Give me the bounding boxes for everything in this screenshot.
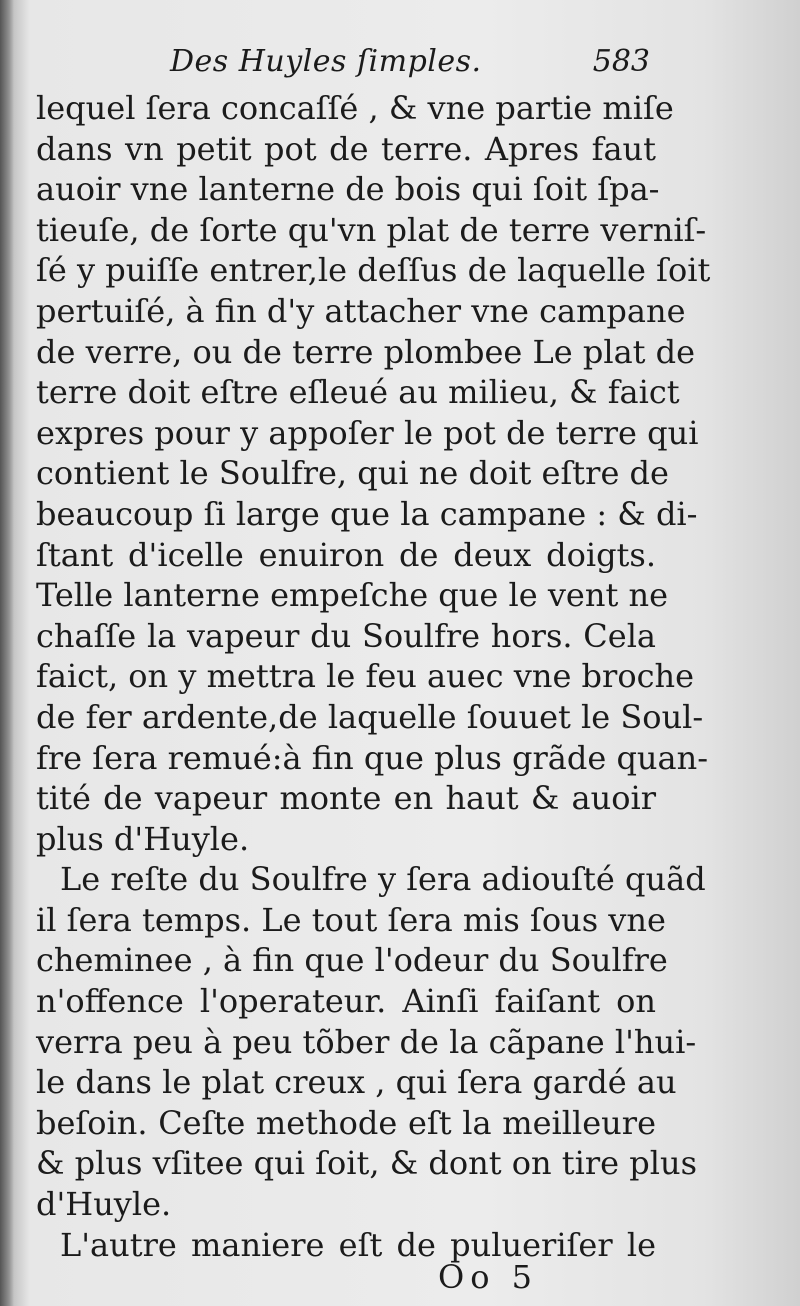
text-line: le dans le plat creux , qui ſera gardé au [36, 1063, 677, 1102]
text-line: auoir vne lanterne de bois qui ſoit ſpa- [36, 170, 660, 209]
text-line: terre doit eſtre eſleué au milieu, & faict [36, 373, 680, 412]
text-line: n'offence l'operateur. Ainſi faiſant on [36, 982, 656, 1021]
text-line: Telle lanterne empeſche que le vent ne [36, 576, 669, 615]
text-line: il ſera temps. Le tout ſera mis ſous vne [36, 900, 666, 939]
body-text [36, 88, 711, 1265]
text-line: de verre, ou de terre plombee Le plat de [36, 332, 696, 371]
text-line: de fer ardente,de laquelle ſouuet le Soul- [36, 697, 704, 736]
running-head: Des Huyles ſimples. [170, 44, 482, 79]
text-line: tieuſe, de ſorte qu'vn plat de terre verniſ- [36, 210, 707, 249]
binding-gutter [0, 0, 14, 1306]
text-line: verra peu à peu tõber de la cãpane l'hui- [36, 1022, 697, 1061]
text-line: ſtant d'icelle enuiron de deux doigts. [36, 535, 656, 574]
text-line: beſoin. Ceſte methode eſt la meilleure [36, 1103, 656, 1142]
page-number: 583 [592, 44, 650, 79]
text-line: fre ſera remué:à fin que plus grãde quan- [36, 738, 709, 777]
text-line: & plus vſitee qui ſoit, & dont on tire plus [36, 1144, 698, 1183]
text-line: L'autre maniere eſt de pulueriſer le [60, 1225, 656, 1264]
text-line: dans vn petit pot de terre. Apres faut [36, 129, 656, 168]
text-line: expres pour y appoſer le pot de terre qui [36, 413, 699, 452]
text-line: d'Huyle. [36, 1185, 172, 1224]
text-line: beaucoup ſi large que la campane : & di- [36, 494, 698, 533]
text-line: chaſſe la vapeur du Soulfre hors. Cela [36, 616, 656, 655]
text-line: Le reſte du Soulfre y ſera adiouſté quãd [60, 860, 706, 899]
text-line: plus d'Huyle. [36, 819, 250, 858]
text-line: pertuiſé, à fin d'y attacher vne campane [36, 291, 686, 330]
text-line: faict, on y mettra le feu auec vne broche [36, 657, 695, 696]
text-line: cheminee , à fin que l'odeur du Soulfre [36, 941, 668, 980]
page-footer [400, 1258, 600, 1302]
signature-mark: Oo 5 [438, 1258, 539, 1296]
text-line: contient le Soulfre, qui ne doit eſtre de [36, 454, 669, 493]
text-line: lequel ſera concaſſé , & vne partie miſe [36, 89, 674, 127]
text-line: ſé y puiſſe entrer,le deſſus de laquelle ſoit [36, 251, 711, 290]
text-line: tité de vapeur monte en haut & auoir [36, 779, 656, 818]
page-header [130, 40, 650, 88]
